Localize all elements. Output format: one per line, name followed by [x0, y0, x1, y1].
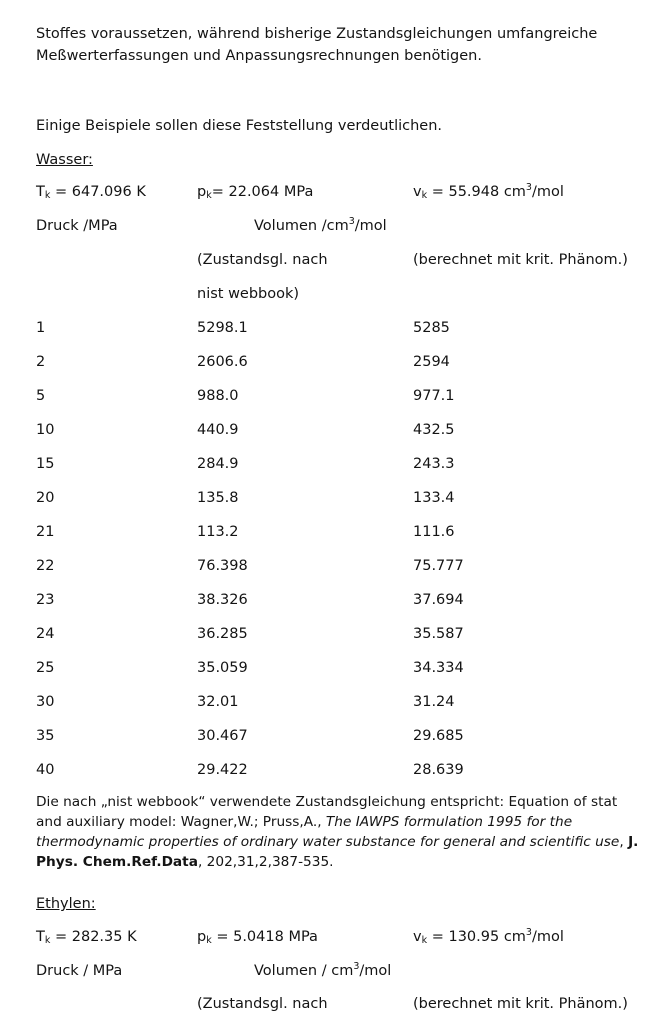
- pressure-cell: 30: [36, 694, 55, 710]
- volume-crit-cell: 2594: [413, 354, 450, 370]
- volume-crit-cell: 75.777: [413, 558, 464, 574]
- volume-eos-cell: 29.422: [197, 762, 248, 778]
- water-col-volume-header: Volumen $/cm^3$/mol: [254, 216, 387, 234]
- volume-crit-cell: 28.639: [413, 762, 464, 778]
- pressure-cell: 35: [36, 728, 55, 744]
- pressure-cell: 20: [36, 490, 55, 506]
- water-critical-volume: $v_k = 55.948$ $cm^3$/mol: [413, 182, 564, 201]
- ethylene-col-volume-header: Volumen / $cm^3$/mol: [254, 961, 392, 979]
- pressure-cell: 21: [36, 524, 55, 540]
- pressure-cell: 10: [36, 422, 55, 438]
- volume-crit-cell: 35.587: [413, 626, 464, 642]
- volume-crit-cell: 5285: [413, 320, 450, 336]
- volume-eos-cell: 36.285: [197, 626, 248, 642]
- water-col-eos-header-1: (Zustandsgl. nach: [197, 252, 328, 268]
- volume-eos-cell: 35.059: [197, 660, 248, 676]
- volume-crit-cell: 243.3: [413, 456, 455, 472]
- volume-eos-cell: 2606.6: [197, 354, 248, 370]
- volume-crit-cell: 133.4: [413, 490, 455, 506]
- pressure-cell: 15: [36, 456, 55, 472]
- volume-crit-cell: 977.1: [413, 388, 455, 404]
- reference-line-2: and auxiliary model: Wagner,W.; Pruss,A., The IAWPS formulation 1995 for the: [36, 813, 573, 830]
- water-heading: Wasser:: [36, 152, 93, 168]
- ethylene-col-crit-header: (berechnet mit krit. Phänom.): [413, 996, 628, 1012]
- water-critical-temperature: $T_k = 647.096$ K: [36, 184, 146, 201]
- ethylene-critical-pressure: $p_k = 5.0418$ MPa: [197, 929, 318, 946]
- pressure-cell: 2: [36, 354, 46, 370]
- volume-eos-cell: 988.0: [197, 388, 239, 404]
- pressure-cell: 23: [36, 592, 55, 608]
- ethylene-heading: Ethylen:: [36, 896, 96, 912]
- volume-crit-cell: 31.24: [413, 694, 455, 710]
- water-col-pressure-header: Druck /MPa: [36, 218, 118, 234]
- pressure-cell: 24: [36, 626, 55, 642]
- volume-crit-cell: 432.5: [413, 422, 455, 438]
- volume-eos-cell: 135.8: [197, 490, 239, 506]
- pressure-cell: 5: [36, 388, 46, 404]
- reference-paragraph: [36, 793, 645, 872]
- reference-line-4: Phys. Chem.Ref.Data, 202,31,2,387-535.: [36, 853, 334, 870]
- water-critical-pressure: $p_k= 22.064$ MPa: [197, 184, 314, 201]
- volume-crit-cell: 34.334: [413, 660, 464, 676]
- pressure-cell: 1: [36, 320, 46, 336]
- volume-eos-cell: 38.326: [197, 592, 248, 608]
- intro-line-1: Stoffes voraussetzen, während bisherige Zustandsgleichungen umfangreiche: [36, 26, 598, 42]
- intro-line-2: Meßwerterfassungen und Anpassungsrechnungen benötigen.: [36, 48, 482, 64]
- water-col-eos-header-2: nist webbook): [197, 286, 300, 302]
- ethylene-col-eos-header-1: (Zustandsgl. nach: [197, 996, 328, 1012]
- volume-eos-cell: 76.398: [197, 558, 248, 574]
- volume-eos-cell: 5298.1: [197, 320, 248, 336]
- volume-eos-cell: 32.01: [197, 694, 239, 710]
- water-col-crit-header: (berechnet mit krit. Phänom.): [413, 252, 628, 268]
- ethylene-critical-temperature: $T_k = 282.35$ K: [36, 929, 137, 946]
- volume-eos-cell: 113.2: [197, 524, 239, 540]
- ethylene-col-pressure-header: Druck / MPa: [36, 963, 123, 979]
- pressure-cell: 40: [36, 762, 55, 778]
- intro-line-3: Einige Beispiele sollen diese Feststellung verdeutlichen.: [36, 118, 443, 134]
- volume-crit-cell: 29.685: [413, 728, 464, 744]
- reference-line-3: thermodynamic properties of ordinary water substance for general and scientific use, J.: [36, 833, 639, 850]
- volume-eos-cell: 30.467: [197, 728, 248, 744]
- volume-crit-cell: 37.694: [413, 592, 464, 608]
- volume-crit-cell: 111.6: [413, 524, 455, 540]
- volume-eos-cell: 440.9: [197, 422, 239, 438]
- volume-eos-cell: 284.9: [197, 456, 239, 472]
- reference-line-1: Die nach „nist webbook“ verwendete Zustandsgleichung entspricht: Equation of stat: [36, 794, 618, 810]
- ethylene-critical-volume: $v_k = 130.95$ $cm^3$/mol: [413, 927, 564, 946]
- pressure-cell: 25: [36, 660, 55, 676]
- pressure-cell: 22: [36, 558, 55, 574]
